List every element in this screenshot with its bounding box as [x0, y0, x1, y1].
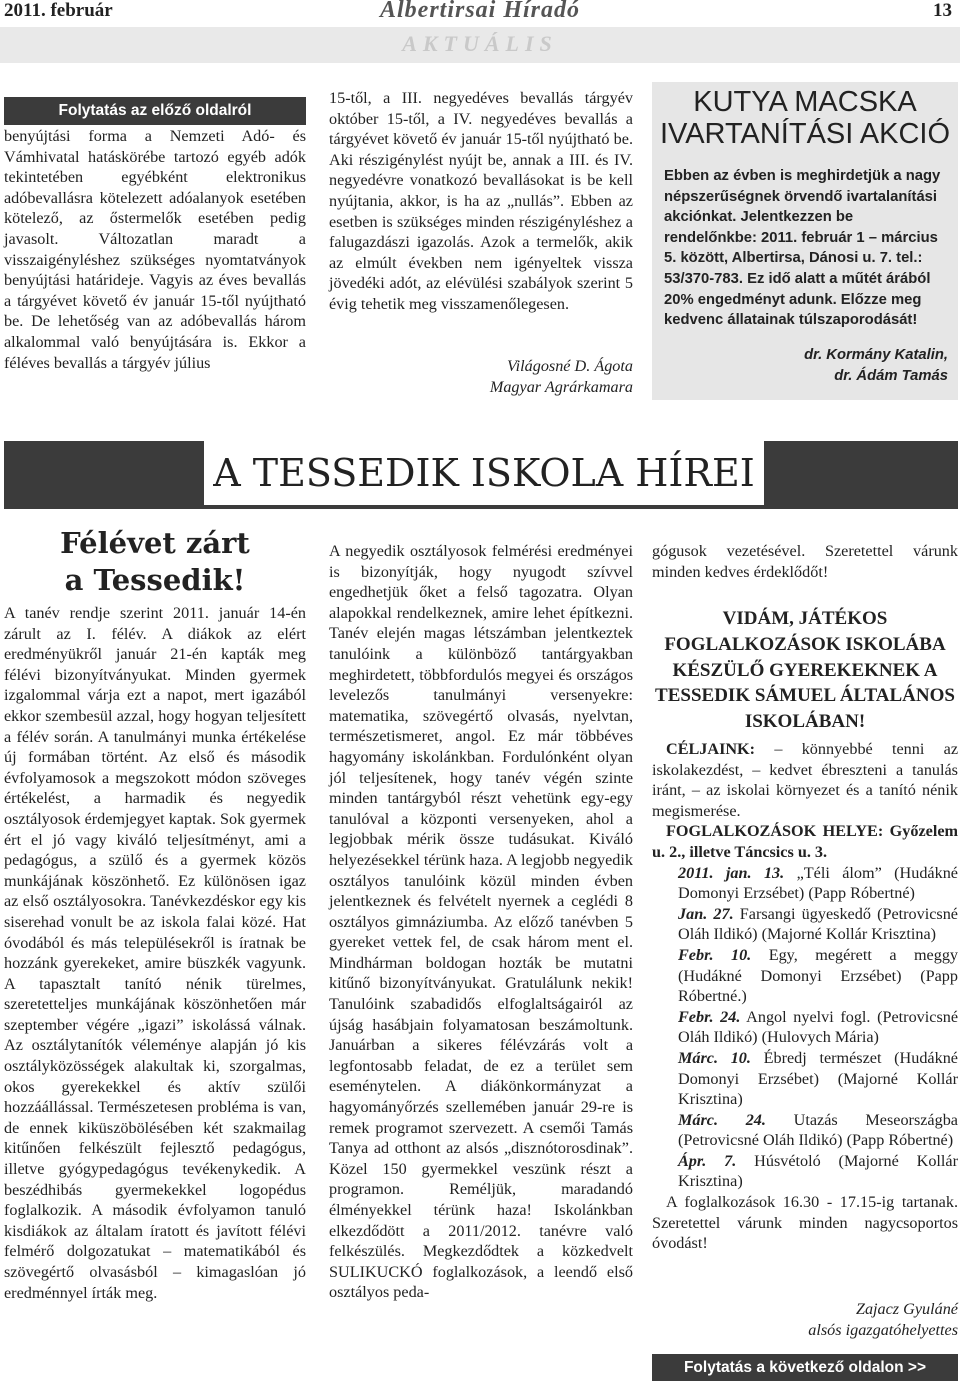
- school-article-text-1: A tanév rendje szerint 2011. január 14-én zárult az I. félév. A diákok az elért eredményükről január 21-én kapták meg félévi bizonyítványukat. Minden gyermek izgalommal várja ezt a napot, mert igazából ekkor szembesül azzal, hogy hogyan teljesített a félév során. A tanulmányi munka értékelése új formában történt. Az első és második évfolyamosok a megszokott módon szöveges értékelést, a harmadik és negyedik osztályosok érdemjegyet kaptak. Sok gyermek ért el jó vagy kiváló teljesítményt, ami a pedagógus, a szülő és a gyermek közös munkájának köszönhető. Ez különösen igaz az első osztályosokra. Tanévkezdéskor egy kis siserehad vonult be az iskola falai közé. Hat óvodából és más településekről is íratnak be hozzánk gyerekeket, amire büszkék vagyunk. A tapasztalt tanító nénik türelmes, szeretetteljes munkájának köszönhetően már szeptember végére „igazi” iskolássá válnak. Az osztálytanítók véleménye alapján jó kis osztályközösségek alakultak ki, szorgalmas, okos gyerekekkel és aktív szülői hozzáállással. Természetesen probléma is van, de ennek kiküszöbölésében két szakmailag kitűnően felkészült fejlesztő pedagógus, illetve gyógypedagógus tevékenykedik. A beszédhibás gyermekekkel logopédus foglalkozik. A második évfolyamon tanuló kisdiákok az általam íratott és javított félévi felmérő dolgozatukat – matematikából és szövegértő olvasásból – kimagaslóan jó eredménnyel írták meg.: [4, 604, 306, 1302]
- page-number: 13: [933, 0, 952, 21]
- program-item: [652, 904, 958, 945]
- program-goals-text: – könnyebbé tenni az iskolakezdést, – kedvet ébreszteni a tanulás iránt, – az iskolai környezet és a tanító nénik megismerése.: [652, 740, 959, 820]
- tax-article-author-org: Magyar Agrárkamara: [489, 377, 633, 396]
- issue-date: 2011. február: [4, 0, 113, 21]
- school-article-text-2: A negyedik osztályosok felmérési eredményei is bizonyítják, hogy nyugodt szívvel engedhetjük őket a felső tagozatra. Olyan alapokkal rendelkeznek, amire lehet építkezni. Tanév elején magas létszámban jelentkeztek tanulóink a különböző tantárgyakban meghirdetett, többfordulós megyei és országos levelezős tanulmányi versenyekre: matematika, szövegértő olvasás, nyelvtan, természetismeret, angol. Ez már többéves hagyomány iskolánkban. Fordulónként olyan jól teljesítenek, hogy tanév végén szinte minden tantárgyból részt vehetünk egy-egy tanulóval a központi versenyeken, ahol a legjobbak mérik össze tudásukat. Kiváló helyezésekkel térünk haza. A legjobb negyedik osztályos tanulóink közül minden évben jelentkeznek és felvételt nyernek a ceglédi 8 osztályos gimnáziumba. Az előző tanévben 5 gyereket vettek fel, de csak három ment el. Mindhárman boldogan hozták be mutatni kitűnő bizonyítványukat. Gratulálunk nekik! Tanulóink szabadidős elfoglaltságairól az újság hasábjain folyamatosan beszámoltunk. Januárban a sikeres félévzárás volt a legfontosabb feladat, de ez a terület sem eseménytelen. A diákönkormányzat a hagyományőrzés szellemében január 29-re is remek programot szervezett. A csemői Tamás Tanya ad otthont az alsós „disznótorosdinak”. Közel 150 gyermekkel veszünk részt a programon. Reméljük, maradandó élményekkel térünk haza! Iskolánkban elkezdődött a 2011/2012. tanévre való felkészülés. Megkezdődtek a közkedvelt SULIKUCKÓ foglalkozások, a leendő első osztályos peda-: [329, 542, 633, 1302]
- ad-signer-1: dr. Kormány Katalin,: [804, 347, 948, 363]
- tax-article-text-2: 15-től, a III. negyedéves bevallás tárgyév október 15-től, a IV. negyedéves bevallás a tárgyévet követő év január 15-től nyújtható be. Aki részigénylést nyújt be, annak a III. és IV. negyedévre vonatkozó bevallásokat is be kell nyújtania, akkor, is ha az „nullás”. Ebben az esetben is szükséges minden részigényléshez a falugazdászi igazolás. Azok a termelők, akik az elmúlt években nem igényeltek vissza jövedéki adót, az elévülési szabályok szerint 5 évig tehetik meg visszamenőlegesen.: [329, 89, 633, 313]
- tax-article-signature: [329, 356, 633, 397]
- ad-signer-2: dr. Ádám Tamás: [834, 367, 948, 384]
- ad-title-line-2: IVARTANÍTÁSI AKCIÓ: [659, 118, 951, 150]
- program-closing: A foglalkozások 16.30 - 17.15-ig tartanak. Szeretettel várunk minden nagycsoportos óvodást!: [652, 1193, 958, 1253]
- program-goals-label: CÉLJAINK:: [666, 740, 756, 758]
- school-article-title: [4, 525, 306, 599]
- neutering-ad-text: Ebben az évben is meghirdetjük a nagy népszerűségnek örvendő ivartalanítási akciónkat. Jelentkezzen be rendelőnkbe: 2011. február 1 – március 5. között, Albertirsa, Dánosi u. 7. tel.: 53/370-783. Ez idő alatt a műtét árából 20% engedményt adunk. Előzze meg kedvenc állatainak túlszaporodását!: [664, 168, 941, 329]
- neutering-ad-signature: [664, 345, 948, 386]
- program-item: [652, 1007, 958, 1048]
- school-article-text-3: gógusok vezetésével. Szeretettel várunk minden kedves érdeklődőt!: [652, 542, 958, 581]
- program-item: [652, 1110, 958, 1151]
- program-title: VIDÁM, JÁTÉKOS FOGLALKOZÁSOK ISKOLÁBA KÉSZÜLŐ GYEREKEKNEK A TESSEDIK SÁMUEL ÁLTALÁNOS ISKOLÁBAN!: [655, 608, 955, 733]
- school-article-column-1: [4, 603, 306, 1303]
- school-article-column-3: [652, 541, 958, 582]
- program-item-date: Febr. 10.: [678, 945, 752, 964]
- newspaper-title: Albertirsai Híradó: [379, 0, 581, 23]
- program-schedule: [652, 863, 958, 1193]
- program-item-text: „Téli álom” (Hudákné Domonyi Erzsébet) (Papp Róbertné): [678, 863, 958, 903]
- program-item-date: Febr. 24.: [678, 1007, 741, 1026]
- program-item-text: Húsvétoló (Majorné Kollár Krisztina): [678, 1151, 958, 1191]
- tax-article-author: Világosné D. Ágota: [506, 357, 633, 375]
- school-article-title-line-2: a Tessedik!: [64, 563, 246, 597]
- tax-article-text-1: benyújtási forma a Nemzeti Adó- és Vámhivatal hatáskörébe tartozó egyéb adók tekintetében egyébként elektronikus adóbevallásra kötelezett adóalanyok esetében kötelező, az őstermelők esetében pedig javasolt. Változatlan maradt a visszaigényléshez szükséges nyomtatványok benyújtási határideje. Vagyis az éves bevallás a tárgyévet követő év január 15-től nyújtható be. De lehetőség van az adóbevallás három alkalommal való benyújtására is. Ekkor a féléves bevallás a tárgyév július: [4, 127, 306, 372]
- program-item: [652, 1151, 958, 1192]
- program-item-date: Márc. 24.: [678, 1110, 766, 1129]
- program-signer-title: alsós igazgatóhelyettes: [808, 1320, 958, 1339]
- program-item-text: Angol nyelvi fogl. (Petrovicsné Oláh Ildikó) (Hulovych Mária): [678, 1007, 959, 1047]
- program-item-date: Ápr. 7.: [678, 1151, 737, 1170]
- neutering-ad-title: [652, 86, 958, 150]
- program-item-date: Jan. 27.: [678, 904, 734, 923]
- program-item-text: Ébredj természet (Hudákné Domonyi Erzsébet) (Majorné Kollár Krisztina): [678, 1048, 958, 1109]
- program-goals: [652, 739, 958, 821]
- school-article-column-2: [329, 541, 633, 1303]
- program-place: [652, 821, 958, 862]
- program-item-text: Egy, megérett a meggy (Hudákné Domonyi Erzsébet) (Papp Róbertné.): [678, 945, 959, 1006]
- program-item: [652, 863, 958, 904]
- school-article-title-line-1: Félévet zárt: [60, 526, 250, 560]
- tax-article-column-1: [4, 126, 306, 373]
- program-item: [652, 1048, 958, 1110]
- program-item-date: Márc. 10.: [678, 1048, 751, 1067]
- program-place-text: Győzelem u. 2., illetve Táncsics u. 3.: [652, 822, 958, 861]
- program-signature: [652, 1299, 958, 1340]
- program-item-date: 2011. jan. 13.: [678, 863, 785, 882]
- school-news-banner-title: A TESSEDIK ISKOLA HÍREI: [204, 441, 764, 505]
- program-place-label: FOGLALKOZÁSOK HELYE:: [666, 822, 884, 841]
- tax-article-column-2: [329, 88, 633, 315]
- section-label: AKTUÁLIS: [402, 31, 558, 56]
- ad-title-line-1: KUTYA MACSKA: [693, 86, 917, 118]
- continued-from-previous-label: Folytatás az előző oldalról: [4, 97, 306, 125]
- program-details: [652, 739, 958, 1254]
- program-item-text: Farsangi ügyeskedő (Petrovicsné Oláh Ildikó) (Majorné Kollár Krisztina): [678, 904, 958, 944]
- program-item-text: Utazás Meseországba (Petrovicsné Oláh Ildikó) (Papp Róbertné): [678, 1110, 958, 1150]
- program-item: [652, 945, 958, 1007]
- program-signer-name: Zajacz Gyuláné: [855, 1300, 958, 1318]
- continued-next-page-label: Folytatás a következő oldalon >>: [652, 1354, 958, 1381]
